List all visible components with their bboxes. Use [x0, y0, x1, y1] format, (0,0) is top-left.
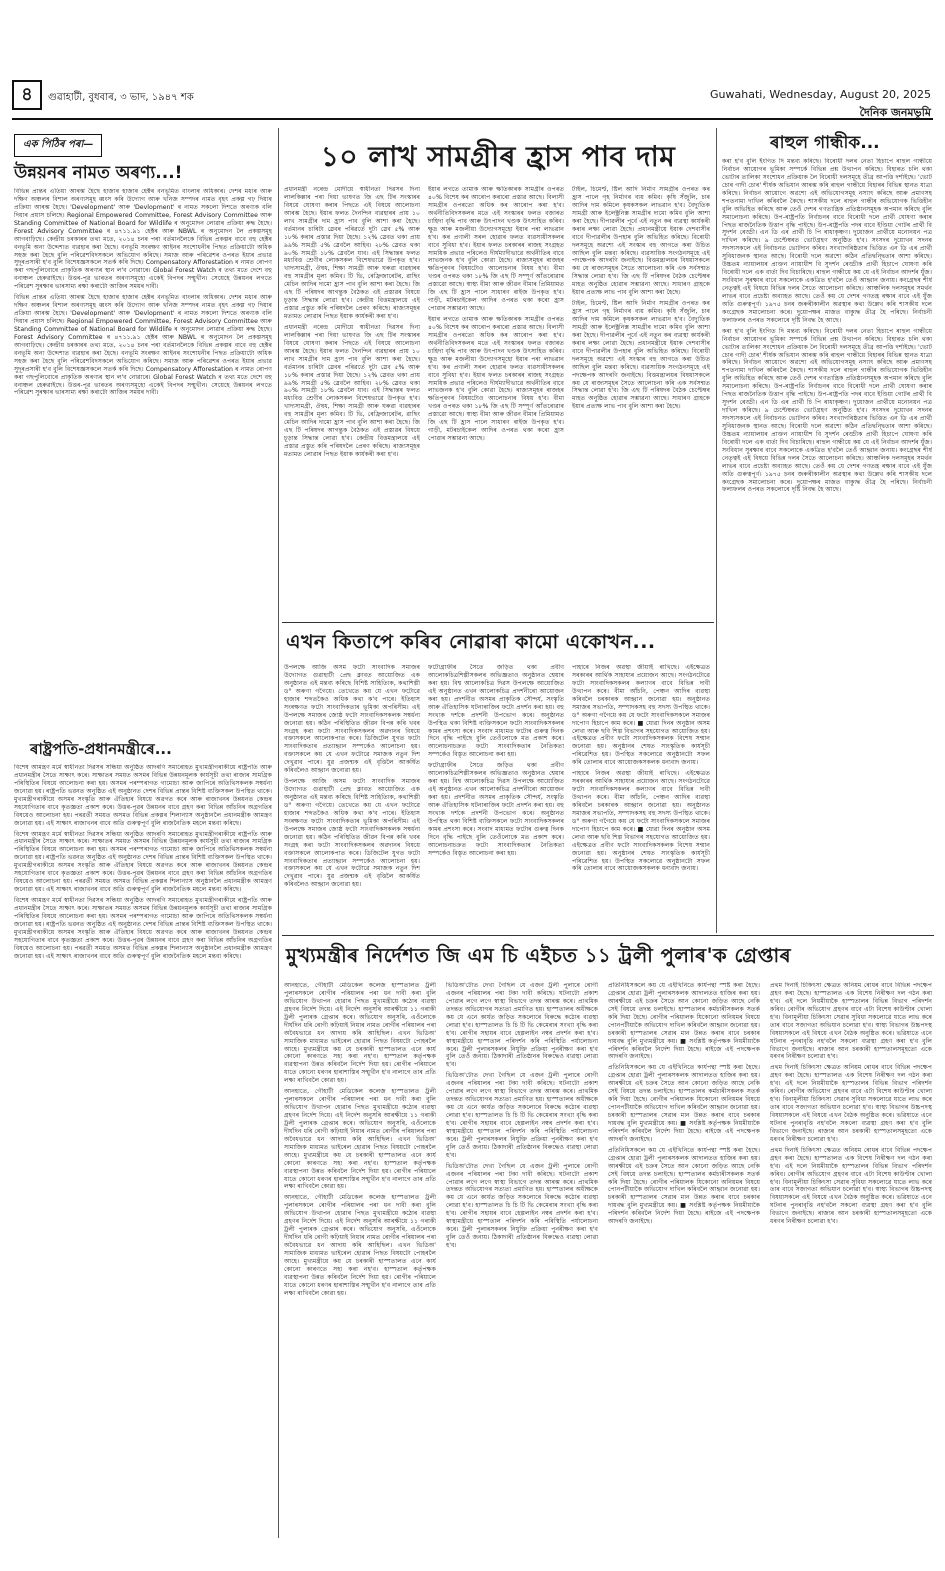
article1-title: উন্নয়নৰ নামত অৰণ্য...!: [14, 163, 183, 183]
second-headline: এখন কিতাপে কৰিব নোৱাৰা কামো একোখন...: [286, 631, 656, 653]
rule-lead-bottom: [282, 622, 714, 623]
lead-col2: [428, 186, 564, 616]
page-number: ৪: [12, 80, 42, 110]
second-col1-text: উপলক্ষে আজি অসম ফটো সাংবাদিক সমাজৰ উদ্যোগত গুৱাহাটী প্ৰেছ ক্লাবত আয়োজিত এক অনুষ্ঠানত এই মন্তব্য কৰিছে বিশিষ্ট সাহিত্যিক, কথাশিল্পী ড° অৰুণা গগৈয়ে। তেখেতে কয় যে এখন ফটোৱে হাজাৰ শব্দতকৈও অধিক কথা ক'ব পাৰে। ইতিহাস সংৰক্ষণত ফটো সাংবাদিকতাৰ ভূমিকা অপৰিসীম। এই উপলক্ষে সমাজৰ জ্যেষ্ঠ ফটো সাংবাদিকসকলক সম্বৰ্ধনা জনোৱা হয়। কঠিন পৰিস্থিতিত জীৱন বিপন্ন কৰি খবৰ সংগ্ৰহ কৰা ফটো সাংবাদিকসকলৰ অৱদানৰ বিষয়ে বক্তাসকলে আলোকপাত কৰে। ডিজিটেল যুগত ফটো সাংবাদিকতাৰ প্ৰত্যাহ্বান সম্পৰ্কেও আলোচনা হয়। বক্তাসকলে কয় যে এখন ফটোৱে সমাজক নতুন দিশ দেখুৱাব পাৰে। যুৱ প্ৰজন্মক এই বৃত্তিলৈ আকৰ্ষিত কৰিবলৈও আহ্বান জনোৱা হয়।: [284, 664, 420, 775]
third-col3: [608, 982, 760, 1534]
lead-col1-text: প্ৰধানমন্ত্ৰী নৰেন্দ্ৰ মোদীয়ে স্বাধীনতা দিৱসৰ দিনা লালকিল্লাৰ পৰা দিয়া ভাষণত জি এছ টিৰ সংস্কাৰৰ বিষয়ে ঘোষণা কৰাৰ পিছতে এই বিষয়ে আলোচনা আৰম্ভ হৈছে। ইয়াৰ ফলত দৈনন্দিন ব্যৱহাৰৰ প্ৰায় ১০ লাখ সামগ্ৰীৰ দাম হ্ৰাস পাব বুলি আশা কৰা হৈছে। বৰ্তমানৰ চাৰিটা স্লেবৰ পৰিৱৰ্তে দুটা স্লেব ৫% আৰু ১৮% কৰাৰ প্ৰস্তাৱ দিয়া হৈছে। ১২% স্লেবত থকা প্ৰায় ৯৯% সামগ্ৰী ৫% স্লেবলৈ আহিব। ২৮% স্লেবত থকা ৯০% সামগ্ৰী ১৮% স্লেবলৈ যাব। এই সিদ্ধান্তৰ ফলত মধ্যবিত্ত শ্ৰেণীৰ লোকসকল বিশেষভাৱে উপকৃত হ'ব। খাদ্যসামগ্ৰী, ঔষধ, শিক্ষা সামগ্ৰী আৰু ঘৰুৱা ব্যৱহাৰৰ বহু সামগ্ৰীৰ মূল্য কমিব। টি ভি, ৰেফ্ৰিজাৰেটৰ, ৱাছিং মেচিন আদিৰ দামো হ্ৰাস পাব বুলি আশা কৰা হৈছে। জি এছ টি পৰিষদৰ আগন্তুক বৈঠকত এই প্ৰস্তাৱৰ বিষয়ে চূড়ান্ত সিদ্ধান্ত লোৱা হ'ব। কেন্দ্ৰীয় বিত্তমন্ত্ৰালয়ে এই প্ৰস্তাৱ প্ৰস্তুত কৰি পৰিষদলৈ প্ৰেৰণ কৰিছে। ৰাজ্যসমূহৰ মতামত লোৱাৰ পিছত ইয়াক কাৰ্যকৰী কৰা হ'ব।: [284, 186, 420, 320]
article2-text-repeat2: বিশেষ আমন্ত্ৰণ মৰ্মে স্বাধীনতা দিৱসৰ সন্ধিয়া অনুষ্ঠিত আদৰণি সমাৰোহত মুখ্যমন্ত্ৰীগৰাকীয়ে ৰাষ্ট্ৰপতি আৰু প্ৰধানমন্ত্ৰীৰ সৈতে সাক্ষাৎ কৰে। সাক্ষাতৰ সময়ত অসমৰ বিভিন্ন উন্নয়নমূলক কাৰ্যসূচী তথা ৰাজ্যৰ সামগ্ৰিক পৰিস্থিতিৰ বিষয়ে আলোচনা কৰা হয়। অসমৰ পৰম্পৰাগত গামোচা আৰু জাপিৰে অতিথিসকলক সম্বৰ্ধনা জনোৱা হয়। ৰাষ্ট্ৰপতি ভৱনত অনুষ্ঠিত এই অনুষ্ঠানত দেশৰ বিভিন্ন প্ৰান্তৰ বিশিষ্ট ব্যক্তিসকল উপস্থিত থাকে। মুখ্যমন্ত্ৰীগৰাকীয়ে অসমৰ সংস্কৃতি আৰু ঐতিহ্যৰ বিষয়ে অৱগত কৰে আৰু ৰাজ্যখনৰ উন্নয়নত কেন্দ্ৰৰ সহযোগিতাৰ বাবে কৃতজ্ঞতা প্ৰকাশ কৰে। উত্তৰ-পূৱৰ উন্নয়নৰ বাবে গ্ৰহণ কৰা বিভিন্ন আঁচনিৰ অগ্ৰগতিৰ বিষয়েও আলোচনা হয়। পৰৱৰ্তী সময়ত অসমত বিভিন্ন প্ৰকল্পৰ শিলান্যাস অনুষ্ঠানলৈ প্ৰধানমন্ত্ৰীক আমন্ত্ৰণ জনোৱা হয়। এই সাক্ষাৎ ৰাজ্যখনৰ বাবে অতি গুৰুত্বপূৰ্ণ বুলি ৰাজনৈতিক মহলে মন্তব্য কৰিছে।: [14, 897, 272, 960]
second-col2: [428, 664, 564, 928]
dateline-assamese: গুৱাহাটী, বুধবাৰ, ৩ ভাদ, ১৯৪৭ শক: [48, 92, 194, 103]
third-col4: [770, 982, 932, 1534]
rahul-text: কৰা হ'ব বুলি ইংগিত দি মন্তব্য কৰিছে। বিৰোধী দলৰ নেতা হিচাপে ৰাহুল গান্ধীয়ে নিৰ্বাচন আয়োগৰ ভূমিকা সম্পৰ্কে বিভিন্ন প্ৰশ্ন উত্থাপন কৰিছে। বিহাৰত চলি থকা ভোটাৰ তালিকা সংশোধন প্ৰক্ৰিয়াক লৈ বিৰোধী দলসমূহে তীব্ৰ আপত্তি দৰ্শাইছে। 'ভোট চোৰ গাদী চোৰ' শীৰ্ষক অভিযান আৰম্ভ কৰি ৰাহুল গান্ধীয়ে বিহাৰৰ বিভিন্ন স্থানত যাত্ৰা কৰিছে। নিৰ্বাচন আয়োগে অৱশ্যে এই অভিযোগসমূহ নস্যাৎ কৰিছে আৰু প্ৰমাণসহ শপতনামা দাখিল কৰিবলৈ কৈছে। শাসকীয় দলে ৰাহুল গান্ধীৰ অভিযোগক ভিত্তিহীন বুলি অভিহিত কৰিছে আৰু তেওঁ দেশৰ গণতান্ত্ৰিক প্ৰতিষ্ঠানসমূহক অপমান কৰিছে বুলি সমালোচনা কৰিছে। উপ-ৰাষ্ট্ৰপতি নিৰ্বাচনৰ বাবে বিৰোধী দলে প্ৰাৰ্থী ঘোষণা কৰাৰ পিছত ৰাজনৈতিক উত্তাপ বৃদ্ধি পাইছে। উপ-ৰাষ্ট্ৰপতি পদৰ বাবে ইণ্ডিয়া গোটৰ প্ৰাৰ্থী বি সুদৰ্শন ৰেড্ডী। এন ডি এৰ প্ৰাৰ্থী চি পি ৰাধাকৃষ্ণণ। দুয়োজন প্ৰাৰ্থীয়ে মনোনয়ন পত্ৰ দাখিল কৰিছে। ৯ চেপ্টেম্বৰত ভোটগ্ৰহণ অনুষ্ঠিত হ'ব। সংসদৰ দুয়োখন সদনৰ সদস্যসকলে এই নিৰ্বাচনত ভোটদান কৰিব। সংখ্যাগৰিষ্ঠতাৰ ভিত্তিত এন ডি এৰ প্ৰাৰ্থী সুবিধাজনক স্থানত আছে। বিৰোধী দলে অৱশ্যে কঠিন প্ৰতিদ্বন্দ্বিতাৰ আশা কৰিছে। উচ্চতম ন্যায়ালয়ৰ প্ৰাক্তন ন্যায়াধীশ বি সুদৰ্শন ৰেড্ডীক প্ৰাৰ্থী হিচাপে ঘোষণা কৰি বিৰোধী দলে এক বাৰ্তা দিব বিচাৰিছে। ৰাহুল গান্ধীয়ে কয় যে এই নিৰ্বাচন আদৰ্শৰ যুঁজ। সংবিধান সুৰক্ষাৰ বাবে সকলোকে একত্ৰিত হ'বলৈ তেওঁ আহ্বান জনায়। কংগ্ৰেছৰ শীৰ্ষ নেতৃত্বই এই বিষয়ে বিভিন্ন দলৰ সৈতে আলোচনা কৰিছে। আঞ্চলিক দলসমূহৰ সমৰ্থন লাভৰ বাবে প্ৰচেষ্টা অব্যাহত আছে। তেওঁ কয় যে দেশৰ গণতন্ত্ৰ ৰক্ষাৰ বাবে এই যুঁজ অতি গুৰুত্বপূৰ্ণ। ১৯৭৫ চনৰ জৰুৰীকালীন অৱস্থাৰ কথা উল্লেখ কৰি শাসকীয় দলে কংগ্ৰেছক সমালোচনা কৰে। দুয়োপক্ষৰ মাজত বাক্যুদ্ধ তীব্ৰ হৈ পৰিছে। নিৰ্বাচনী ফলাফলৰ ওপৰত সকলোৰে দৃষ্টি নিবদ্ধ হৈ আছে।: [722, 158, 932, 324]
third-col1: [284, 982, 436, 1534]
lead-headline: ১০ লাখ সামগ্ৰীৰ হ্ৰাস পাব দাম: [320, 140, 676, 173]
rahul-body: [722, 158, 932, 930]
third-col1-text-repeat: আনহাতে, গৌহাটী মেডিকেল কলেজ হাস্পতালত ট্ৰলী পুলাৰসকলে ৰোগীৰ পৰিয়ালৰ পৰা ধন দাবী কৰা বুলি অভিযোগ উত্থাপন হোৱাৰ পিছত মুখ্যমন্ত্ৰীয়ে কঠোৰ ব্যৱস্থা গ্ৰহণৰ নিৰ্দেশ দিয়ে। এই নিৰ্দেশ অনুসৰি আৰক্ষীয়ে ১১ গৰাকী ট্ৰলী পুলাৰক গ্ৰেপ্তাৰ কৰে। অভিযোগ অনুসৰি, এওঁলোকে দীৰ্ঘদিন ধৰি ৰোগী কঢ়িয়াই নিয়াৰ নামত ৰোগীৰ পৰিয়ালৰ পৰা অবৈধভাৱে ধন আদায় কৰি আহিছিল। এখন ভিডিঅ' সামাজিক মাধ্যমত ভাইৰেল হোৱাৰ পিছত বিষয়টো পোহৰলৈ আহে। মুখ্যমন্ত্ৰীয়ে কয় যে চৰকাৰী হাস্পতালত এনে কাৰ্য কোনো কাৰণতে সহ্য কৰা নহ'ব। হাস্পতাল কৰ্তৃপক্ষক ব্যৱস্থাপনা উন্নত কৰিবলৈ নিৰ্দেশ দিয়া হয়। ৰোগীৰ পৰিয়ালে যাতে কোনো ধৰণৰ হাৰাশাস্তিৰ সন্মুখীন হ'ব নালাগে তাৰ প্ৰতি লক্ষ্য ৰাখিবলৈ কোৱা হয়।: [284, 1088, 436, 1191]
article1-text-repeat: বিভিন্ন প্ৰান্তৰ এতিয়া আৰম্ভ হৈছে হাজাৰ হাজাৰ হেক্টৰ বনভূমিত বাংলাৰ অধিকাৰ। দেশৰ মধ্যৰ আৰু দক্ষিণ অঞ্চলৰ বিশাল অৰণ্যসমূহ ধ্বংস কৰি উদ্যোগ আৰু খনিজ সম্পদৰ নামত বৃহৎ প্ৰকল্প গঢ় দিয়াৰ প্ৰক্ৰিয়া আৰম্ভ হৈছে। 'Development' আৰু 'Devlopment' ৰ নামত সকলো দিশতে অৰণ্যক বলি দিয়াৰ প্ৰয়াস চলিছে। Regional Empowered Committee, Forest Advisory Committee আৰু Standing Committee of National Board for Wildlife ৰ অনুমোদন লোৱাৰ প্ৰক্ৰিয়া ৰুদ্ধ হৈছে। Forest Advisory Committee ৰ ৪৭১১.৯১ হেক্টৰ আৰু NBWL ৰ অনুমোদন লৈ প্ৰকল্পসমূহ আগবাঢ়িছে। কেন্দ্ৰীয় চৰকাৰৰ তথ্য মতে, ২০১৪ চনৰ পৰা বৰ্তমানলৈকে বিভিন্ন প্ৰকল্পৰ বাবে বহু হেক্টৰ বনভূমি অন্য উদ্দেশ্যত ব্যৱহাৰ কৰা হৈছে। বনভূমি সংৰক্ষণ আইনৰ সংশোধনীৰ পিছত প্ৰক্ৰিয়াটো অধিক সহজ কৰা হৈছে বুলি পৰিৱেশবিদসকলে অভিযোগ কৰিছে। সমাজ আৰু পৰিৱেশৰ ওপৰত ইয়াৰ প্ৰভাৱ সুদূৰপ্ৰসাৰী হ'ব বুলি বিশেষজ্ঞসকলে সতৰ্ক কৰি দিছে। Compensatory Afforestation ৰ নামত ৰোপণ কৰা গছপুলিবোৰে প্ৰাকৃতিক অৰণ্যৰ স্থান ল'ব নোৱাৰে। Global Forest Watch ৰ তথ্য মতে দেশে বহু বনাঞ্চল হেৰুৱাইছে। উত্তৰ-পূৱ ভাৰতৰ অৰণ্যসমূহো একেই বিপদৰ সন্মুখীন। সেয়েহে উন্নয়নৰ লগতে পৰিৱেশ সুৰক্ষাৰ ভাৰসাম্য ৰক্ষা কৰাটো আজিৰ সময়ৰ দাবী।: [14, 294, 272, 397]
third-col2: [446, 982, 598, 1534]
second-col1: [284, 664, 420, 928]
second-col3-text-repeat: পাহাৰে নিজৰ অৱস্থা জীয়াই ৰাখিছে। এইক্ষেত্ৰত সৰকাৰৰ আৰ্থিক সাহায্যৰ প্ৰয়োজন আছে। সংগঠনটোৱে ফটো সাংবাদিকসকলৰ কল্যাণৰ বাবে বিভিন্ন দাবী উত্থাপন কৰে। বীমা আঁচনি, পেঞ্চন আদিৰ ব্যৱস্থা কৰিবলৈ চৰকাৰক আহ্বান জনোৱা হয়। অনুষ্ঠানত সমাজৰ সভাপতি, সম্পাদকসহ বহু সদস্য উপস্থিত থাকে। ড° অৰুণা গগৈয়ে কয় যে ফটো সাংবাদিকসকলে সমাজৰ দাপোণ হিচাপে কাম কৰে। ■ যোৱা দিনৰ অনুষ্ঠান অসম লেখা আৰু ছবি শিল্প বিভাগৰ সহযোগত আয়োজিত হয়। এইক্ষেত্ৰত প্ৰবীণ ফটো সাংবাদিকসকলক বিশেষ সন্মান জনোৱা হয়। অনুষ্ঠানৰ শেষত সাংস্কৃতিক কাৰ্যসূচী পৰিৱেশিত হয়। উপস্থিত সকলোৱে অনুষ্ঠানটো সফল কৰি তোলাৰ বাবে আয়োজকসকলক ধন্যবাদ জনায়।: [572, 770, 710, 873]
rahul-headline: ৰাহুল গান্ধীক...: [770, 133, 880, 153]
article2-title: ৰাষ্ট্ৰপতি-প্ৰধানমন্ত্ৰীৰে...: [30, 740, 172, 758]
column-divider-left: [278, 128, 279, 1538]
column-divider-right: [716, 128, 717, 933]
lead-col2-text-repeat: ইয়াৰ লগতে তামাক আৰু ক্ষতিকাৰক সামগ্ৰীৰ ওপৰত ৪০% বিশেষ কৰ আৰোপ কৰাৰো প্ৰস্তাৱ আছে। বিলাসী সামগ্ৰীৰ ওপৰতো অধিক কৰ আৰোপ কৰা হ'ব। অৰ্থনীতিবিদসকলৰ মতে এই সংস্কাৰৰ ফলত বজাৰত চাহিদা বৃদ্ধি পাব আৰু উৎপাদন খণ্ডক উৎসাহিত কৰিব। ক্ষুদ্ৰ আৰু মজলীয়া উদ্যোগসমূহো ইয়াৰ পৰা লাভৱান হ'ব। কৰ প্ৰণালী সৰল হোৱাৰ ফলত ব্যৱসায়ীসকলৰ বাবে সুবিধা হ'ব। ইয়াৰ ফলত চৰকাৰৰ ৰাজহ সংগ্ৰহত সাময়িক প্ৰভাৱ পৰিলেও দীৰ্ঘম্যাদীভাৱে অৰ্থনীতিৰ বাবে লাভজনক হ'ব বুলি কোৱা হৈছে। ৰাজ্যসমূহৰ ৰাজহৰ ক্ষতিপূৰণৰ বিষয়টোও আলোচনাৰ বিষয় হ'ব। বীমা খণ্ডৰ ওপৰত থকা ১৮% জি এছ টি সম্পূৰ্ণ আঁতৰোৱাৰ প্ৰস্তাৱো আছে। স্বাস্থ্য বীমা আৰু জীৱন বীমাৰ প্ৰিমিয়ামত জি এছ টি হ্ৰাস পালে সাধাৰণ ৰাইজ উপকৃত হ'ব। গাড়ী, মটৰচাইকেল আদিৰ ওপৰত থকা কৰো হ্ৰাস পোৱাৰ সম্ভাৱনা আছে।: [428, 316, 564, 443]
third-col3-text-repeat2: প্ৰতিনিধিসকলে কয় যে এইখিনিতে কাৰ্যপন্থা স্পষ্ট কৰা হৈছে। গ্ৰেপ্তাৰ হোৱা ট্ৰলী পুলাৰসকলক আদালতত হাজিৰ কৰা হয়। আৰক্ষীয়ে এই চক্ৰৰ সৈতে আন কোনো জড়িত আছে নেকি সেই বিষয়ে তদন্ত চলাইছে। হাস্পতালৰ কৰ্মচাৰীসকলক সতৰ্ক কৰি দিয়া হৈছে। ৰোগীৰ পৰিয়ালক যিকোনো অনিয়মৰ বিষয়ে পোনপটীয়াকৈ অভিযোগ দাখিল কৰিবলৈ আহ্বান জনোৱা হয়। চৰকাৰী হাস্পতালৰ সেৱাৰ মান উন্নত কৰাৰ বাবে চৰকাৰ দায়বদ্ধ বুলি মুখ্যমন্ত্ৰীয়ে কয়। ■ সংশ্লিষ্ট কৰ্তৃপক্ষক নিয়মীয়াকৈ পৰিদৰ্শন কৰিবলৈ নিৰ্দেশ দিয়া হৈছে। ৰাইজে এই পদক্ষেপক আদৰণি জনাইছে।: [608, 1146, 760, 1226]
lead-col3-text: টাইল, চিমেণ্ট, ষ্টিল আদি নিৰ্মাণ সামগ্ৰীৰ ওপৰত কৰ হ্ৰাস পালে গৃহ নিৰ্মাণৰ ব্যয় কমিব। কৃষি সঁজুলি, চাৰ আদিৰ দাম কমিলে কৃষকসকল লাভৱান হ'ব। বৈদ্যুতিক সামগ্ৰী আৰু ইলেক্ট্ৰনিক্স সামগ্ৰীৰ দামো কমিব বুলি আশা কৰা হৈছে। দীপাৱলীৰ পূৰ্বে এই নতুন কৰ ব্যৱস্থা কাৰ্যকৰী কৰাৰ লক্ষ্য লোৱা হৈছে। প্ৰধানমন্ত্ৰীয়ে ইয়াক দেশবাসীৰ বাবে দীপাৱলীৰ উপহাৰ বুলি অভিহিত কৰিছে। বিৰোধী দলসমূহে অৱশ্যে এই সংস্কাৰ বহু আগতে কৰা উচিত আছিল বুলি মন্তব্য কৰিছে। ব্যৱসায়িক সংগঠনসমূহে এই পদক্ষেপক আদৰণি জনাইছে। বিত্তমন্ত্ৰালয়ৰ বিষয়াসকলে কয় যে ৰাজ্যসমূহৰ সৈতে আলোচনা কৰি এক সৰ্বসন্মত সিদ্ধান্ত লোৱা হ'ব। জি এছ টি পৰিষদৰ বৈঠক চেপ্টেম্বৰ মাহত অনুষ্ঠিত হোৱাৰ সম্ভাৱনা আছে। সাধাৰণ গ্ৰাহকে ইয়াৰ প্ৰত্যক্ষ লাভ পাব বুলি আশা কৰা হৈছে।: [572, 186, 710, 297]
article2-text-repeat: বিশেষ আমন্ত্ৰণ মৰ্মে স্বাধীনতা দিৱসৰ সন্ধিয়া অনুষ্ঠিত আদৰণি সমাৰোহত মুখ্যমন্ত্ৰীগৰাকীয়ে ৰাষ্ট্ৰপতি আৰু প্ৰধানমন্ত্ৰীৰ সৈতে সাক্ষাৎ কৰে। সাক্ষাতৰ সময়ত অসমৰ বিভিন্ন উন্নয়নমূলক কাৰ্যসূচী তথা ৰাজ্যৰ সামগ্ৰিক পৰিস্থিতিৰ বিষয়ে আলোচনা কৰা হয়। অসমৰ পৰম্পৰাগত গামোচা আৰু জাপিৰে অতিথিসকলক সম্বৰ্ধনা জনোৱা হয়। ৰাষ্ট্ৰপতি ভৱনত অনুষ্ঠিত এই অনুষ্ঠানত দেশৰ বিভিন্ন প্ৰান্তৰ বিশিষ্ট ব্যক্তিসকল উপস্থিত থাকে। মুখ্যমন্ত্ৰীগৰাকীয়ে অসমৰ সংস্কৃতি আৰু ঐতিহ্যৰ বিষয়ে অৱগত কৰে আৰু ৰাজ্যখনৰ উন্নয়নত কেন্দ্ৰৰ সহযোগিতাৰ বাবে কৃতজ্ঞতা প্ৰকাশ কৰে। উত্তৰ-পূৱৰ উন্নয়নৰ বাবে গ্ৰহণ কৰা বিভিন্ন আঁচনিৰ অগ্ৰগতিৰ বিষয়েও আলোচনা হয়। পৰৱৰ্তী সময়ত অসমত বিভিন্ন প্ৰকল্পৰ শিলান্যাস অনুষ্ঠানলৈ প্ৰধানমন্ত্ৰীক আমন্ত্ৰণ জনোৱা হয়। এই সাক্ষাৎ ৰাজ্যখনৰ বাবে অতি গুৰুত্বপূৰ্ণ বুলি ৰাজনৈতিক মহলে মন্তব্য কৰিছে।: [14, 830, 272, 894]
top-rule: [12, 118, 933, 120]
third-col1-text-repeat2: আনহাতে, গৌহাটী মেডিকেল কলেজ হাস্পতালত ট্ৰলী পুলাৰসকলে ৰোগীৰ পৰিয়ালৰ পৰা ধন দাবী কৰা বুলি অভিযোগ উত্থাপন হোৱাৰ পিছত মুখ্যমন্ত্ৰীয়ে কঠোৰ ব্যৱস্থা গ্ৰহণৰ নিৰ্দেশ দিয়ে। এই নিৰ্দেশ অনুসৰি আৰক্ষীয়ে ১১ গৰাকী ট্ৰলী পুলাৰক গ্ৰেপ্তাৰ কৰে। অভিযোগ অনুসৰি, এওঁলোকে দীৰ্ঘদিন ধৰি ৰোগী কঢ়িয়াই নিয়াৰ নামত ৰোগীৰ পৰিয়ালৰ পৰা অবৈধভাৱে ধন আদায় কৰি আহিছিল। এখন ভিডিঅ' সামাজিক মাধ্যমত ভাইৰেল হোৱাৰ পিছত বিষয়টো পোহৰলৈ আহে। মুখ্যমন্ত্ৰীয়ে কয় যে চৰকাৰী হাস্পতালত এনে কাৰ্য কোনো কাৰণতে সহ্য কৰা নহ'ব। হাস্পতাল কৰ্তৃপক্ষক ব্যৱস্থাপনা উন্নত কৰিবলৈ নিৰ্দেশ দিয়া হয়। ৰোগীৰ পৰিয়ালে যাতে কোনো ধৰণৰ হাৰাশাস্তিৰ সন্মুখীন হ'ব নালাগে তাৰ প্ৰতি লক্ষ্য ৰাখিবলৈ কোৱা হয়।: [284, 1194, 436, 1297]
article2-body: [14, 764, 272, 1534]
third-col2-text-repeat: ভিডিঅ'টোত দেখা গৈছিল যে এজন ট্ৰলী পুলাৰে ৰোগী এজনৰ পৰিয়ালৰ পৰা টকা দাবী কৰিছে। ঘটনাটো প্ৰকাশ পোৱাৰ লগে লগে স্বাস্থ্য বিভাগে তদন্ত আৰম্ভ কৰে। প্ৰাথমিক তদন্তত অভিযোগৰ সত্যতা প্ৰমাণিত হয়। হাস্পতালৰ অধীক্ষকে কয় যে এনে কাৰ্যত জড়িত সকলোৰে বিৰুদ্ধে কঠোৰ ব্যৱস্থা লোৱা হ'ব। হাস্পতালত চি চি টি ভি কেমেৰাৰ সংখ্যা বৃদ্ধি কৰা হ'ব। ৰোগীৰ সহায়ৰ বাবে হেল্পলাইন নম্বৰ প্ৰদৰ্শন কৰা হ'ব। স্বাস্থ্যমন্ত্ৰীয়ে হাস্পতাল পৰিদৰ্শন কৰি পৰিস্থিতি পৰ্যালোচনা কৰে। ট্ৰলী পুলাৰসকলৰ নিযুক্তি প্ৰক্ৰিয়া পুনৰীক্ষণ কৰা হ'ব বুলি তেওঁ জনায়। ঠিকাদাৰী প্ৰতিষ্ঠানৰ বিৰুদ্ধেও ব্যৱস্থা লোৱা হ'ব।: [446, 1072, 598, 1159]
third-col4-text: প্ৰথম দিনাই চিকিৎসা ক্ষেত্ৰত অনিয়ম ৰোধৰ বাবে বিভিন্ন পদক্ষেপ গ্ৰহণ কৰা হৈছে। হাস্পতালত এক বিশেষ নিৰীক্ষণ দল গঠন কৰা হ'ব। এই দলে নিয়মীয়াকৈ হাস্পতালৰ বিভিন্ন বিভাগ পৰিদৰ্শন কৰিব। ৰোগীৰ অভিযোগ গ্ৰহণৰ বাবে এটা বিশেষ কাউণ্টাৰ খোলা হ'ব। বিনামূলীয়া চিকিৎসা সেৱাৰ সুবিধা সকলোৱে যাতে লাভ কৰে তাৰ বাবে সজাগতা অভিযান চলোৱা হ'ব। স্বাস্থ্য বিভাগৰ উচ্চপদস্থ বিষয়াসকলে এই বিষয়ে এখন বৈঠক অনুষ্ঠিত কৰে। ভৱিষ্যতে এনে ঘটনাৰ পুনৰাবৃত্তি নহ'বলৈ সকলো ব্যৱস্থা গ্ৰহণ কৰা হ'ব বুলি বিভাগে জনাইছে। ৰাজ্যৰ আন চৰকাৰী হাস্পতালসমূহতো একে ধৰণৰ নিৰীক্ষণ চলোৱা হ'ব।: [770, 982, 932, 1061]
second-col2-text-repeat: ফটোগ্ৰাফীৰ সৈতে জড়িত থকা প্ৰবীণ আলোকচিত্ৰশিল্পীসকলৰ অভিজ্ঞতাও অনুষ্ঠানত শ্বেয়াৰ কৰা হয়। বিশ্ব আলোকচিত্ৰ দিৱস উপলক্ষে আয়োজিত এই অনুষ্ঠানত এখন আলোকচিত্ৰ প্ৰদৰ্শনীৰো আয়োজন কৰা হয়। প্ৰদৰ্শনীত অসমৰ প্ৰাকৃতিক সৌন্দৰ্য, সংস্কৃতি আৰু ঐতিহাসিক ঘটনাৰাজিৰ ফটো প্ৰদৰ্শন কৰা হয়। বহু সংখ্যক দৰ্শকে প্ৰদৰ্শনী উপভোগ কৰে। অনুষ্ঠানত উপস্থিত থকা বিশিষ্ট ব্যক্তিসকলে ফটো সাংবাদিকসকলৰ কামৰ প্ৰশংসা কৰে। সংবাদ মাধ্যমত ফটোৰ গুৰুত্ব দিনক দিনে বৃদ্ধি পাইছে বুলি তেওঁলোকে মত প্ৰকাশ কৰে। আলোচনাচক্ৰত ফটো সাংবাদিকতাৰ নৈতিকতা সম্পৰ্কেও বিস্তৃত আলোচনা কৰা হয়।: [428, 762, 564, 857]
second-col3-text: পাহাৰে নিজৰ অৱস্থা জীয়াই ৰাখিছে। এইক্ষেত্ৰত সৰকাৰৰ আৰ্থিক সাহায্যৰ প্ৰয়োজন আছে। সংগঠনটোৱে ফটো সাংবাদিকসকলৰ কল্যাণৰ বাবে বিভিন্ন দাবী উত্থাপন কৰে। বীমা আঁচনি, পেঞ্চন আদিৰ ব্যৱস্থা কৰিবলৈ চৰকাৰক আহ্বান জনোৱা হয়। অনুষ্ঠানত সমাজৰ সভাপতি, সম্পাদকসহ বহু সদস্য উপস্থিত থাকে। ড° অৰুণা গগৈয়ে কয় যে ফটো সাংবাদিকসকলে সমাজৰ দাপোণ হিচাপে কাম কৰে। ■ যোৱা দিনৰ অনুষ্ঠান অসম লেখা আৰু ছবি শিল্প বিভাগৰ সহযোগত আয়োজিত হয়। এইক্ষেত্ৰত প্ৰবীণ ফটো সাংবাদিকসকলক বিশেষ সন্মান জনোৱা হয়। অনুষ্ঠানৰ শেষত সাংস্কৃতিক কাৰ্যসূচী পৰিৱেশিত হয়। উপস্থিত সকলোৱে অনুষ্ঠানটো সফল কৰি তোলাৰ বাবে আয়োজকসকলক ধন্যবাদ জনায়।: [572, 664, 710, 767]
third-headline: মুখ্যমন্ত্ৰীৰ নিৰ্দেশত জি এম চি এইচত ১১ ট্ৰলী পুলাৰ'ক গ্ৰেপ্তাৰ: [286, 944, 792, 967]
second-col2-text: ফটোগ্ৰাফীৰ সৈতে জড়িত থকা প্ৰবীণ আলোকচিত্ৰশিল্পীসকলৰ অভিজ্ঞতাও অনুষ্ঠানত শ্বেয়াৰ কৰা হয়। বিশ্ব আলোকচিত্ৰ দিৱস উপলক্ষে আয়োজিত এই অনুষ্ঠানত এখন আলোকচিত্ৰ প্ৰদৰ্শনীৰো আয়োজন কৰা হয়। প্ৰদৰ্শনীত অসমৰ প্ৰাকৃতিক সৌন্দৰ্য, সংস্কৃতি আৰু ঐতিহাসিক ঘটনাৰাজিৰ ফটো প্ৰদৰ্শন কৰা হয়। বহু সংখ্যক দৰ্শকে প্ৰদৰ্শনী উপভোগ কৰে। অনুষ্ঠানত উপস্থিত থকা বিশিষ্ট ব্যক্তিসকলে ফটো সাংবাদিকসকলৰ কামৰ প্ৰশংসা কৰে। সংবাদ মাধ্যমত ফটোৰ গুৰুত্ব দিনক দিনে বৃদ্ধি পাইছে বুলি তেওঁলোকে মত প্ৰকাশ কৰে। আলোচনাচক্ৰত ফটো সাংবাদিকতাৰ নৈতিকতা সম্পৰ্কেও বিস্তৃত আলোচনা কৰা হয়।: [428, 664, 564, 759]
third-col2-text-repeat2: ভিডিঅ'টোত দেখা গৈছিল যে এজন ট্ৰলী পুলাৰে ৰোগী এজনৰ পৰিয়ালৰ পৰা টকা দাবী কৰিছে। ঘটনাটো প্ৰকাশ পোৱাৰ লগে লগে স্বাস্থ্য বিভাগে তদন্ত আৰম্ভ কৰে। প্ৰাথমিক তদন্তত অভিযোগৰ সত্যতা প্ৰমাণিত হয়। হাস্পতালৰ অধীক্ষকে কয় যে এনে কাৰ্যত জড়িত সকলোৰে বিৰুদ্ধে কঠোৰ ব্যৱস্থা লোৱা হ'ব। হাস্পতালত চি চি টি ভি কেমেৰাৰ সংখ্যা বৃদ্ধি কৰা হ'ব। ৰোগীৰ সহায়ৰ বাবে হেল্পলাইন নম্বৰ প্ৰদৰ্শন কৰা হ'ব। স্বাস্থ্যমন্ত্ৰীয়ে হাস্পতাল পৰিদৰ্শন কৰি পৰিস্থিতি পৰ্যালোচনা কৰে। ট্ৰলী পুলাৰসকলৰ নিযুক্তি প্ৰক্ৰিয়া পুনৰীক্ষণ কৰা হ'ব বুলি তেওঁ জনায়। ঠিকাদাৰী প্ৰতিষ্ঠানৰ বিৰুদ্ধেও ব্যৱস্থা লোৱা হ'ব।: [446, 1162, 598, 1249]
third-col3-text-repeat: প্ৰতিনিধিসকলে কয় যে এইখিনিতে কাৰ্যপন্থা স্পষ্ট কৰা হৈছে। গ্ৰেপ্তাৰ হোৱা ট্ৰলী পুলাৰসকলক আদালতত হাজিৰ কৰা হয়। আৰক্ষীয়ে এই চক্ৰৰ সৈতে আন কোনো জড়িত আছে নেকি সেই বিষয়ে তদন্ত চলাইছে। হাস্পতালৰ কৰ্মচাৰীসকলক সতৰ্ক কৰি দিয়া হৈছে। ৰোগীৰ পৰিয়ালক যিকোনো অনিয়মৰ বিষয়ে পোনপটীয়াকৈ অভিযোগ দাখিল কৰিবলৈ আহ্বান জনোৱা হয়। চৰকাৰী হাস্পতালৰ সেৱাৰ মান উন্নত কৰাৰ বাবে চৰকাৰ দায়বদ্ধ বুলি মুখ্যমন্ত্ৰীয়ে কয়। ■ সংশ্লিষ্ট কৰ্তৃপক্ষক নিয়মীয়াকৈ পৰিদৰ্শন কৰিবলৈ নিৰ্দেশ দিয়া হৈছে। ৰাইজে এই পদক্ষেপক আদৰণি জনাইছে।: [608, 1064, 760, 1143]
article1-text: বিভিন্ন প্ৰান্তৰ এতিয়া আৰম্ভ হৈছে হাজাৰ হাজাৰ হেক্টৰ বনভূমিত বাংলাৰ অধিকাৰ। দেশৰ মধ্যৰ আৰু দক্ষিণ অঞ্চলৰ বিশাল অৰণ্যসমূহ ধ্বংস কৰি উদ্যোগ আৰু খনিজ সম্পদৰ নামত বৃহৎ প্ৰকল্প গঢ় দিয়াৰ প্ৰক্ৰিয়া আৰম্ভ হৈছে। 'Development' আৰু 'Devlopment' ৰ নামত সকলো দিশতে অৰণ্যক বলি দিয়াৰ প্ৰয়াস চলিছে। Regional Empowered Committee, Forest Advisory Committee আৰু Standing Committee of National Board for Wildlife ৰ অনুমোদন লোৱাৰ প্ৰক্ৰিয়া ৰুদ্ধ হৈছে। Forest Advisory Committee ৰ ৪৭১১.৯১ হেক্টৰ আৰু NBWL ৰ অনুমোদন লৈ প্ৰকল্পসমূহ আগবাঢ়িছে। কেন্দ্ৰীয় চৰকাৰৰ তথ্য মতে, ২০১৪ চনৰ পৰা বৰ্তমানলৈকে বিভিন্ন প্ৰকল্পৰ বাবে বহু হেক্টৰ বনভূমি অন্য উদ্দেশ্যত ব্যৱহাৰ কৰা হৈছে। বনভূমি সংৰক্ষণ আইনৰ সংশোধনীৰ পিছত প্ৰক্ৰিয়াটো অধিক সহজ কৰা হৈছে বুলি পৰিৱেশবিদসকলে অভিযোগ কৰিছে। সমাজ আৰু পৰিৱেশৰ ওপৰত ইয়াৰ প্ৰভাৱ সুদূৰপ্ৰসাৰী হ'ব বুলি বিশেষজ্ঞসকলে সতৰ্ক কৰি দিছে। Compensatory Afforestation ৰ নামত ৰোপণ কৰা গছপুলিবোৰে প্ৰাকৃতিক অৰণ্যৰ স্থান ল'ব নোৱাৰে। Global Forest Watch ৰ তথ্য মতে দেশে বহু বনাঞ্চল হেৰুৱাইছে। উত্তৰ-পূৱ ভাৰতৰ অৰণ্যসমূহো একেই বিপদৰ সন্মুখীন। সেয়েহে উন্নয়নৰ লগতে পৰিৱেশ সুৰক্ষাৰ ভাৰসাম্য ৰক্ষা কৰাটো আজিৰ সময়ৰ দাবী।: [14, 188, 272, 291]
lead-col3: [572, 186, 710, 616]
third-col4-text-repeat: প্ৰথম দিনাই চিকিৎসা ক্ষেত্ৰত অনিয়ম ৰোধৰ বাবে বিভিন্ন পদক্ষেপ গ্ৰহণ কৰা হৈছে। হাস্পতালত এক বিশেষ নিৰীক্ষণ দল গঠন কৰা হ'ব। এই দলে নিয়মীয়াকৈ হাস্পতালৰ বিভিন্ন বিভাগ পৰিদৰ্শন কৰিব। ৰোগীৰ অভিযোগ গ্ৰহণৰ বাবে এটা বিশেষ কাউণ্টাৰ খোলা হ'ব। বিনামূলীয়া চিকিৎসা সেৱাৰ সুবিধা সকলোৱে যাতে লাভ কৰে তাৰ বাবে সজাগতা অভিযান চলোৱা হ'ব। স্বাস্থ্য বিভাগৰ উচ্চপদস্থ বিষয়াসকলে এই বিষয়ে এখন বৈঠক অনুষ্ঠিত কৰে। ভৱিষ্যতে এনে ঘটনাৰ পুনৰাবৃত্তি নহ'বলৈ সকলো ব্যৱস্থা গ্ৰহণ কৰা হ'ব বুলি বিভাগে জনাইছে। ৰাজ্যৰ আন চৰকাৰী হাস্পতালসমূহতো একে ধৰণৰ নিৰীক্ষণ চলোৱা হ'ব।: [770, 1064, 932, 1143]
rule-third-top: [282, 935, 934, 936]
article2-text: বিশেষ আমন্ত্ৰণ মৰ্মে স্বাধীনতা দিৱসৰ সন্ধিয়া অনুষ্ঠিত আদৰণি সমাৰোহত মুখ্যমন্ত্ৰীগৰাকীয়ে ৰাষ্ট্ৰপতি আৰু প্ৰধানমন্ত্ৰীৰ সৈতে সাক্ষাৎ কৰে। সাক্ষাতৰ সময়ত অসমৰ বিভিন্ন উন্নয়নমূলক কাৰ্যসূচী তথা ৰাজ্যৰ সামগ্ৰিক পৰিস্থিতিৰ বিষয়ে আলোচনা কৰা হয়। অসমৰ পৰম্পৰাগত গামোচা আৰু জাপিৰে অতিথিসকলক সম্বৰ্ধনা জনোৱা হয়। ৰাষ্ট্ৰপতি ভৱনত অনুষ্ঠিত এই অনুষ্ঠানত দেশৰ বিভিন্ন প্ৰান্তৰ বিশিষ্ট ব্যক্তিসকল উপস্থিত থাকে। মুখ্যমন্ত্ৰীগৰাকীয়ে অসমৰ সংস্কৃতি আৰু ঐতিহ্যৰ বিষয়ে অৱগত কৰে আৰু ৰাজ্যখনৰ উন্নয়নত কেন্দ্ৰৰ সহযোগিতাৰ বাবে কৃতজ্ঞতা প্ৰকাশ কৰে। উত্তৰ-পূৱৰ উন্নয়নৰ বাবে গ্ৰহণ কৰা বিভিন্ন আঁচনিৰ অগ্ৰগতিৰ বিষয়েও আলোচনা হয়। পৰৱৰ্তী সময়ত অসমত বিভিন্ন প্ৰকল্পৰ শিলান্যাস অনুষ্ঠানলৈ প্ৰধানমন্ত্ৰীক আমন্ত্ৰণ জনোৱা হয়। এই সাক্ষাৎ ৰাজ্যখনৰ বাবে অতি গুৰুত্বপূৰ্ণ বুলি ৰাজনৈতিক মহলে মন্তব্য কৰিছে।: [14, 764, 272, 827]
article1-body: [14, 188, 272, 726]
rahul-text-repeat: কৰা হ'ব বুলি ইংগিত দি মন্তব্য কৰিছে। বিৰোধী দলৰ নেতা হিচাপে ৰাহুল গান্ধীয়ে নিৰ্বাচন আয়োগৰ ভূমিকা সম্পৰ্কে বিভিন্ন প্ৰশ্ন উত্থাপন কৰিছে। বিহাৰত চলি থকা ভোটাৰ তালিকা সংশোধন প্ৰক্ৰিয়াক লৈ বিৰোধী দলসমূহে তীব্ৰ আপত্তি দৰ্শাইছে। 'ভোট চোৰ গাদী চোৰ' শীৰ্ষক অভিযান আৰম্ভ কৰি ৰাহুল গান্ধীয়ে বিহাৰৰ বিভিন্ন স্থানত যাত্ৰা কৰিছে। নিৰ্বাচন আয়োগে অৱশ্যে এই অভিযোগসমূহ নস্যাৎ কৰিছে আৰু প্ৰমাণসহ শপতনামা দাখিল কৰিবলৈ কৈছে। শাসকীয় দলে ৰাহুল গান্ধীৰ অভিযোগক ভিত্তিহীন বুলি অভিহিত কৰিছে আৰু তেওঁ দেশৰ গণতান্ত্ৰিক প্ৰতিষ্ঠানসমূহক অপমান কৰিছে বুলি সমালোচনা কৰিছে। উপ-ৰাষ্ট্ৰপতি নিৰ্বাচনৰ বাবে বিৰোধী দলে প্ৰাৰ্থী ঘোষণা কৰাৰ পিছত ৰাজনৈতিক উত্তাপ বৃদ্ধি পাইছে। উপ-ৰাষ্ট্ৰপতি পদৰ বাবে ইণ্ডিয়া গোটৰ প্ৰাৰ্থী বি সুদৰ্শন ৰেড্ডী। এন ডি এৰ প্ৰাৰ্থী চি পি ৰাধাকৃষ্ণণ। দুয়োজন প্ৰাৰ্থীয়ে মনোনয়ন পত্ৰ দাখিল কৰিছে। ৯ চেপ্টেম্বৰত ভোটগ্ৰহণ অনুষ্ঠিত হ'ব। সংসদৰ দুয়োখন সদনৰ সদস্যসকলে এই নিৰ্বাচনত ভোটদান কৰিব। সংখ্যাগৰিষ্ঠতাৰ ভিত্তিত এন ডি এৰ প্ৰাৰ্থী সুবিধাজনক স্থানত আছে। বিৰোধী দলে অৱশ্যে কঠিন প্ৰতিদ্বন্দ্বিতাৰ আশা কৰিছে। উচ্চতম ন্যায়ালয়ৰ প্ৰাক্তন ন্যায়াধীশ বি সুদৰ্শন ৰেড্ডীক প্ৰাৰ্থী হিচাপে ঘোষণা কৰি বিৰোধী দলে এক বাৰ্তা দিব বিচাৰিছে। ৰাহুল গান্ধীয়ে কয় যে এই নিৰ্বাচন আদৰ্শৰ যুঁজ। সংবিধান সুৰক্ষাৰ বাবে সকলোকে একত্ৰিত হ'বলৈ তেওঁ আহ্বান জনায়। কংগ্ৰেছৰ শীৰ্ষ নেতৃত্বই এই বিষয়ে বিভিন্ন দলৰ সৈতে আলোচনা কৰিছে। আঞ্চলিক দলসমূহৰ সমৰ্থন লাভৰ বাবে প্ৰচেষ্টা অব্যাহত আছে। তেওঁ কয় যে দেশৰ গণতন্ত্ৰ ৰক্ষাৰ বাবে এই যুঁজ অতি গুৰুত্বপূৰ্ণ। ১৯৭৫ চনৰ জৰুৰীকালীন অৱস্থাৰ কথা উল্লেখ কৰি শাসকীয় দলে কংগ্ৰেছক সমালোচনা কৰে। দুয়োপক্ষৰ মাজত বাক্যুদ্ধ তীব্ৰ হৈ পৰিছে। নিৰ্বাচনী ফলাফলৰ ওপৰত সকলোৰে দৃষ্টি নিবদ্ধ হৈ আছে।: [722, 327, 932, 494]
dateline-english: Guwahati, Wednesday, August 20, 2025: [710, 88, 931, 101]
brand-name: দৈনিক জনমভূমি: [859, 106, 931, 119]
lead-col1: [284, 186, 420, 616]
section-tag: এক পিঠিৰ পৰা—: [14, 134, 102, 157]
third-col2-text: ভিডিঅ'টোত দেখা গৈছিল যে এজন ট্ৰলী পুলাৰে ৰোগী এজনৰ পৰিয়ালৰ পৰা টকা দাবী কৰিছে। ঘটনাটো প্ৰকাশ পোৱাৰ লগে লগে স্বাস্থ্য বিভাগে তদন্ত আৰম্ভ কৰে। প্ৰাথমিক তদন্তত অভিযোগৰ সত্যতা প্ৰমাণিত হয়। হাস্পতালৰ অধীক্ষকে কয় যে এনে কাৰ্যত জড়িত সকলোৰে বিৰুদ্ধে কঠোৰ ব্যৱস্থা লোৱা হ'ব। হাস্পতালত চি চি টি ভি কেমেৰাৰ সংখ্যা বৃদ্ধি কৰা হ'ব। ৰোগীৰ সহায়ৰ বাবে হেল্পলাইন নম্বৰ প্ৰদৰ্শন কৰা হ'ব। স্বাস্থ্যমন্ত্ৰীয়ে হাস্পতাল পৰিদৰ্শন কৰি পৰিস্থিতি পৰ্যালোচনা কৰে। ট্ৰলী পুলাৰসকলৰ নিযুক্তি প্ৰক্ৰিয়া পুনৰীক্ষণ কৰা হ'ব বুলি তেওঁ জনায়। ঠিকাদাৰী প্ৰতিষ্ঠানৰ বিৰুদ্ধেও ব্যৱস্থা লোৱা হ'ব।: [446, 982, 598, 1069]
lead-col2-text: ইয়াৰ লগতে তামাক আৰু ক্ষতিকাৰক সামগ্ৰীৰ ওপৰত ৪০% বিশেষ কৰ আৰোপ কৰাৰো প্ৰস্তাৱ আছে। বিলাসী সামগ্ৰীৰ ওপৰতো অধিক কৰ আৰোপ কৰা হ'ব। অৰ্থনীতিবিদসকলৰ মতে এই সংস্কাৰৰ ফলত বজাৰত চাহিদা বৃদ্ধি পাব আৰু উৎপাদন খণ্ডক উৎসাহিত কৰিব। ক্ষুদ্ৰ আৰু মজলীয়া উদ্যোগসমূহো ইয়াৰ পৰা লাভৱান হ'ব। কৰ প্ৰণালী সৰল হোৱাৰ ফলত ব্যৱসায়ীসকলৰ বাবে সুবিধা হ'ব। ইয়াৰ ফলত চৰকাৰৰ ৰাজহ সংগ্ৰহত সাময়িক প্ৰভাৱ পৰিলেও দীৰ্ঘম্যাদীভাৱে অৰ্থনীতিৰ বাবে লাভজনক হ'ব বুলি কোৱা হৈছে। ৰাজ্যসমূহৰ ৰাজহৰ ক্ষতিপূৰণৰ বিষয়টোও আলোচনাৰ বিষয় হ'ব। বীমা খণ্ডৰ ওপৰত থকা ১৮% জি এছ টি সম্পূৰ্ণ আঁতৰোৱাৰ প্ৰস্তাৱো আছে। স্বাস্থ্য বীমা আৰু জীৱন বীমাৰ প্ৰিমিয়ামত জি এছ টি হ্ৰাস পালে সাধাৰণ ৰাইজ উপকৃত হ'ব। গাড়ী, মটৰচাইকেল আদিৰ ওপৰত থকা কৰো হ্ৰাস পোৱাৰ সম্ভাৱনা আছে।: [428, 186, 564, 313]
second-col3: [572, 664, 710, 928]
lead-col1-text-repeat: প্ৰধানমন্ত্ৰী নৰেন্দ্ৰ মোদীয়ে স্বাধীনতা দিৱসৰ দিনা লালকিল্লাৰ পৰা দিয়া ভাষণত জি এছ টিৰ সংস্কাৰৰ বিষয়ে ঘোষণা কৰাৰ পিছতে এই বিষয়ে আলোচনা আৰম্ভ হৈছে। ইয়াৰ ফলত দৈনন্দিন ব্যৱহাৰৰ প্ৰায় ১০ লাখ সামগ্ৰীৰ দাম হ্ৰাস পাব বুলি আশা কৰা হৈছে। বৰ্তমানৰ চাৰিটা স্লেবৰ পৰিৱৰ্তে দুটা স্লেব ৫% আৰু ১৮% কৰাৰ প্ৰস্তাৱ দিয়া হৈছে। ১২% স্লেবত থকা প্ৰায় ৯৯% সামগ্ৰী ৫% স্লেবলৈ আহিব। ২৮% স্লেবত থকা ৯০% সামগ্ৰী ১৮% স্লেবলৈ যাব। এই সিদ্ধান্তৰ ফলত মধ্যবিত্ত শ্ৰেণীৰ লোকসকল বিশেষভাৱে উপকৃত হ'ব। খাদ্যসামগ্ৰী, ঔষধ, শিক্ষা সামগ্ৰী আৰু ঘৰুৱা ব্যৱহাৰৰ বহু সামগ্ৰীৰ মূল্য কমিব। টি ভি, ৰেফ্ৰিজাৰেটৰ, ৱাছিং মেচিন আদিৰ দামো হ্ৰাস পাব বুলি আশা কৰা হৈছে। জি এছ টি পৰিষদৰ আগন্তুক বৈঠকত এই প্ৰস্তাৱৰ বিষয়ে চূড়ান্ত সিদ্ধান্ত লোৱা হ'ব। কেন্দ্ৰীয় বিত্তমন্ত্ৰালয়ে এই প্ৰস্তাৱ প্ৰস্তুত কৰি পৰিষদলৈ প্ৰেৰণ কৰিছে। ৰাজ্যসমূহৰ মতামত লোৱাৰ পিছত ইয়াক কাৰ্যকৰী কৰা হ'ব।: [284, 323, 420, 458]
third-col1-text: আনহাতে, গৌহাটী মেডিকেল কলেজ হাস্পতালত ট্ৰলী পুলাৰসকলে ৰোগীৰ পৰিয়ালৰ পৰা ধন দাবী কৰা বুলি অভিযোগ উত্থাপন হোৱাৰ পিছত মুখ্যমন্ত্ৰীয়ে কঠোৰ ব্যৱস্থা গ্ৰহণৰ নিৰ্দেশ দিয়ে। এই নিৰ্দেশ অনুসৰি আৰক্ষীয়ে ১১ গৰাকী ট্ৰলী পুলাৰক গ্ৰেপ্তাৰ কৰে। অভিযোগ অনুসৰি, এওঁলোকে দীৰ্ঘদিন ধৰি ৰোগী কঢ়িয়াই নিয়াৰ নামত ৰোগীৰ পৰিয়ালৰ পৰা অবৈধভাৱে ধন আদায় কৰি আহিছিল। এখন ভিডিঅ' সামাজিক মাধ্যমত ভাইৰেল হোৱাৰ পিছত বিষয়টো পোহৰলৈ আহে। মুখ্যমন্ত্ৰীয়ে কয় যে চৰকাৰী হাস্পতালত এনে কাৰ্য কোনো কাৰণতে সহ্য কৰা নহ'ব। হাস্পতাল কৰ্তৃপক্ষক ব্যৱস্থাপনা উন্নত কৰিবলৈ নিৰ্দেশ দিয়া হয়। ৰোগীৰ পৰিয়ালে যাতে কোনো ধৰণৰ হাৰাশাস্তিৰ সন্মুখীন হ'ব নালাগে তাৰ প্ৰতি লক্ষ্য ৰাখিবলৈ কোৱা হয়।: [284, 982, 436, 1085]
third-col3-text: প্ৰতিনিধিসকলে কয় যে এইখিনিতে কাৰ্যপন্থা স্পষ্ট কৰা হৈছে। গ্ৰেপ্তাৰ হোৱা ট্ৰলী পুলাৰসকলক আদালতত হাজিৰ কৰা হয়। আৰক্ষীয়ে এই চক্ৰৰ সৈতে আন কোনো জড়িত আছে নেকি সেই বিষয়ে তদন্ত চলাইছে। হাস্পতালৰ কৰ্মচাৰীসকলক সতৰ্ক কৰি দিয়া হৈছে। ৰোগীৰ পৰিয়ালক যিকোনো অনিয়মৰ বিষয়ে পোনপটীয়াকৈ অভিযোগ দাখিল কৰিবলৈ আহ্বান জনোৱা হয়। চৰকাৰী হাস্পতালৰ সেৱাৰ মান উন্নত কৰাৰ বাবে চৰকাৰ দায়বদ্ধ বুলি মুখ্যমন্ত্ৰীয়ে কয়। ■ সংশ্লিষ্ট কৰ্তৃপক্ষক নিয়মীয়াকৈ পৰিদৰ্শন কৰিবলৈ নিৰ্দেশ দিয়া হৈছে। ৰাইজে এই পদক্ষেপক আদৰণি জনাইছে।: [608, 982, 760, 1061]
third-col4-text-repeat2: প্ৰথম দিনাই চিকিৎসা ক্ষেত্ৰত অনিয়ম ৰোধৰ বাবে বিভিন্ন পদক্ষেপ গ্ৰহণ কৰা হৈছে। হাস্পতালত এক বিশেষ নিৰীক্ষণ দল গঠন কৰা হ'ব। এই দলে নিয়মীয়াকৈ হাস্পতালৰ বিভিন্ন বিভাগ পৰিদৰ্শন কৰিব। ৰোগীৰ অভিযোগ গ্ৰহণৰ বাবে এটা বিশেষ কাউণ্টাৰ খোলা হ'ব। বিনামূলীয়া চিকিৎসা সেৱাৰ সুবিধা সকলোৱে যাতে লাভ কৰে তাৰ বাবে সজাগতা অভিযান চলোৱা হ'ব। স্বাস্থ্য বিভাগৰ উচ্চপদস্থ বিষয়াসকলে এই বিষয়ে এখন বৈঠক অনুষ্ঠিত কৰে। ভৱিষ্যতে এনে ঘটনাৰ পুনৰাবৃত্তি নহ'বলৈ সকলো ব্যৱস্থা গ্ৰহণ কৰা হ'ব বুলি বিভাগে জনাইছে। ৰাজ্যৰ আন চৰকাৰী হাস্পতালসমূহতো একে ধৰণৰ নিৰীক্ষণ চলোৱা হ'ব।: [770, 1146, 932, 1226]
lead-col3-text-repeat: টাইল, চিমেণ্ট, ষ্টিল আদি নিৰ্মাণ সামগ্ৰীৰ ওপৰত কৰ হ্ৰাস পালে গৃহ নিৰ্মাণৰ ব্যয় কমিব। কৃষি সঁজুলি, চাৰ আদিৰ দাম কমিলে কৃষকসকল লাভৱান হ'ব। বৈদ্যুতিক সামগ্ৰী আৰু ইলেক্ট্ৰনিক্স সামগ্ৰীৰ দামো কমিব বুলি আশা কৰা হৈছে। দীপাৱলীৰ পূৰ্বে এই নতুন কৰ ব্যৱস্থা কাৰ্যকৰী কৰাৰ লক্ষ্য লোৱা হৈছে। প্ৰধানমন্ত্ৰীয়ে ইয়াক দেশবাসীৰ বাবে দীপাৱলীৰ উপহাৰ বুলি অভিহিত কৰিছে। বিৰোধী দলসমূহে অৱশ্যে এই সংস্কাৰ বহু আগতে কৰা উচিত আছিল বুলি মন্তব্য কৰিছে। ব্যৱসায়িক সংগঠনসমূহে এই পদক্ষেপক আদৰণি জনাইছে। বিত্তমন্ত্ৰালয়ৰ বিষয়াসকলে কয় যে ৰাজ্যসমূহৰ সৈতে আলোচনা কৰি এক সৰ্বসন্মত সিদ্ধান্ত লোৱা হ'ব। জি এছ টি পৰিষদৰ বৈঠক চেপ্টেম্বৰ মাহত অনুষ্ঠিত হোৱাৰ সম্ভাৱনা আছে। সাধাৰণ গ্ৰাহকে ইয়াৰ প্ৰত্যক্ষ লাভ পাব বুলি আশা কৰা হৈছে।: [572, 300, 710, 411]
second-col1-text-repeat: উপলক্ষে আজি অসম ফটো সাংবাদিক সমাজৰ উদ্যোগত গুৱাহাটী প্ৰেছ ক্লাবত আয়োজিত এক অনুষ্ঠানত এই মন্তব্য কৰিছে বিশিষ্ট সাহিত্যিক, কথাশিল্পী ড° অৰুণা গগৈয়ে। তেখেতে কয় যে এখন ফটোৱে হাজাৰ শব্দতকৈও অধিক কথা ক'ব পাৰে। ইতিহাস সংৰক্ষণত ফটো সাংবাদিকতাৰ ভূমিকা অপৰিসীম। এই উপলক্ষে সমাজৰ জ্যেষ্ঠ ফটো সাংবাদিকসকলক সম্বৰ্ধনা জনোৱা হয়। কঠিন পৰিস্থিতিত জীৱন বিপন্ন কৰি খবৰ সংগ্ৰহ কৰা ফটো সাংবাদিকসকলৰ অৱদানৰ বিষয়ে বক্তাসকলে আলোকপাত কৰে। ডিজিটেল যুগত ফটো সাংবাদিকতাৰ প্ৰত্যাহ্বান সম্পৰ্কেও আলোচনা হয়। বক্তাসকলে কয় যে এখন ফটোৱে সমাজক নতুন দিশ দেখুৱাব পাৰে। যুৱ প্ৰজন্মক এই বৃত্তিলৈ আকৰ্ষিত কৰিবলৈও আহ্বান জনোৱা হয়।: [284, 778, 420, 889]
